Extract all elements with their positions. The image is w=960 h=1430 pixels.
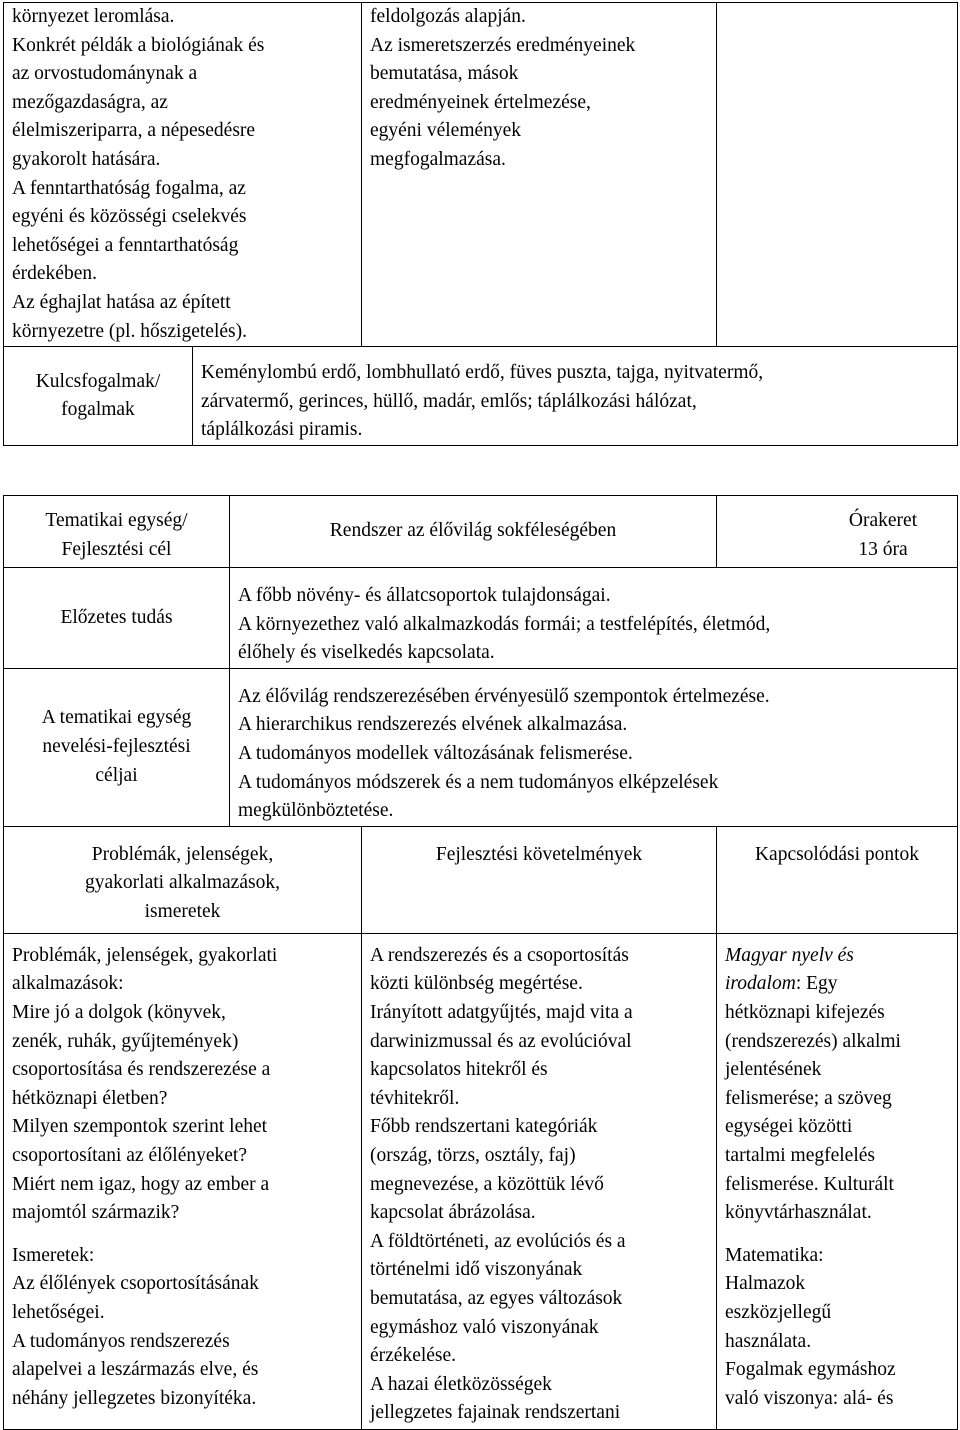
requirements-cell	[362, 933, 717, 1429]
text-line: lehetőségei.	[12, 1301, 105, 1323]
text-line: egyéni vélemények	[370, 120, 522, 142]
text-line: eredményeinek értelmezése,	[370, 91, 591, 113]
unit-title: Rendszer az élővilág sokféleségében	[230, 496, 717, 568]
text-line: könyvtárhasználat.	[725, 1202, 872, 1224]
text-line: néhány jellegzetes bizonyítéka.	[12, 1387, 257, 1409]
text-line: Irányított adatgyűjtés, majd vita a	[370, 1001, 633, 1023]
text-line: Mire jó a dolgok (könyvek,	[12, 1001, 226, 1023]
math-label: Matematika:	[725, 1244, 824, 1266]
text-line: egyéni és közösségi cselekvés	[12, 206, 247, 228]
text-line: kapcsolatos hitekről és	[370, 1059, 548, 1081]
text-line: való viszonya: alá- és	[725, 1387, 894, 1409]
text-line: hétköznapi életben?	[12, 1087, 168, 1109]
text-line: táplálkozási piramis.	[201, 419, 363, 441]
text-line: tartalmi megfelelés	[725, 1144, 875, 1166]
hours-value: 13 óra	[858, 538, 908, 560]
text-line: A tudományos módszerek és a nem tudományos elképzelések	[238, 771, 719, 793]
text-line: felismerése. Kulturált	[725, 1173, 894, 1195]
hours-cell	[717, 496, 958, 568]
text-line: A hazai életközösségek	[370, 1373, 552, 1395]
text-line: tévhitekről.	[370, 1087, 460, 1109]
text-line: Keménylombú erdő, lombhullató erdő, füves puszta, tajga, nyitvatermő,	[201, 362, 764, 384]
connections-cell	[717, 933, 958, 1429]
text-line: Miért nem igaz, hogy az ember a	[12, 1173, 270, 1195]
text-line: Fogalmak egymáshoz	[725, 1359, 896, 1381]
text-line: Főbb rendszertani kategóriák	[370, 1116, 598, 1138]
text-line: irodalom: Egy	[725, 973, 838, 995]
text-line: Milyen szempontok szerint lehet	[12, 1116, 268, 1138]
text-line: hétköznapi kifejezés	[725, 1001, 885, 1023]
text-line: Az ismeretszerzés eredményeinek	[370, 34, 636, 56]
text-line: majomtól származik?	[12, 1202, 180, 1224]
key-concepts-label: Kulcsfogalmak/ fogalmak	[4, 347, 193, 446]
text-line: A környezethez való alkalmazkodás formái; a testfelépítés, életmód,	[238, 613, 771, 635]
text-line: egységei közötti	[725, 1116, 853, 1138]
text-line: A rendszerezés és a csoportosítás	[370, 944, 629, 966]
text-line: bemutatása, mások	[370, 63, 519, 85]
text-line: alkalmazások:	[12, 973, 124, 995]
goals-label: A tematikai egység nevelési-fejlesztési céljai	[4, 668, 230, 826]
unit-table	[3, 495, 958, 1430]
text-line: darwinizmussal és az evolúcióval	[370, 1030, 632, 1052]
text-line: Az éghajlat hatása az épített	[12, 291, 231, 313]
text-line: gyakorolt hatására.	[12, 148, 161, 170]
prior-knowledge-label: Előzetes tudás	[4, 568, 230, 669]
text-line: Halmazok	[725, 1273, 806, 1295]
text-line: lehetőségei a fenntarthatóság	[12, 234, 239, 256]
text-line: élőhely és viselkedés kapcsolata.	[238, 642, 495, 664]
problems-cell	[4, 933, 362, 1429]
text-line: Az élőlények csoportosításának	[12, 1273, 259, 1295]
processing-cell	[362, 3, 717, 347]
empty-cell	[717, 3, 958, 347]
text-line: csoportosítani az élőlényeket?	[12, 1144, 247, 1166]
text-line: (rendszerezés) alkalmi	[725, 1030, 901, 1052]
sustainability-cell	[4, 3, 362, 347]
text-line: feldolgozás alapján.	[370, 6, 526, 27]
text-line: megnevezése, a közöttük lévő	[370, 1173, 604, 1195]
text-line: kapcsolat ábrázolása.	[370, 1202, 536, 1224]
text-line: bemutatása, az egyes változások	[370, 1287, 623, 1309]
text-line: az orvostudománynak a	[12, 63, 198, 85]
goals-text	[230, 668, 958, 826]
text-line: eszközjellegű	[725, 1301, 832, 1323]
text-line: környezetre (pl. hőszigetelés).	[12, 320, 247, 342]
text-line: érzékelése.	[370, 1345, 457, 1367]
text-line: jellegzetes fajainak rendszertani	[370, 1402, 621, 1424]
text-line: alapelvei a leszármazás elve, és	[12, 1359, 259, 1381]
text-line: Konkrét példák a biológiának és	[12, 34, 265, 56]
text-line: A tudományos modellek változásának felismerése.	[238, 742, 633, 764]
text-line: csoportosítása és rendszerezése a	[12, 1059, 271, 1081]
text-line: környezet leromlása.	[12, 6, 175, 27]
text-line: A földtörténeti, az evolúciós és a	[370, 1230, 626, 1252]
unit-label: Tematikai egység/ Fejlesztési cél	[4, 496, 230, 568]
text-line: (ország, törzs, osztály, faj)	[370, 1144, 576, 1166]
hours-label: Órakeret	[848, 510, 918, 531]
text-line: egymáshoz való viszonyának	[370, 1316, 599, 1338]
text-line: A főbb növény- és állatcsoportok tulajdonságai.	[238, 585, 611, 606]
text-line: A tudományos rendszerezés	[12, 1330, 230, 1352]
text-line: közti különbség megértése.	[370, 973, 583, 995]
key-concepts-text	[193, 347, 958, 446]
text-line: jelentésének	[725, 1059, 822, 1081]
text-line: érdekében.	[12, 263, 97, 285]
text-line: felismerése; a szöveg	[725, 1087, 892, 1109]
text-line: Az élővilág rendszerezésében érvényesülő szempontok értelmezése.	[238, 685, 770, 707]
col-header-problems: Problémák, jelenségek, gyakorlati alkalmazások, ismeretek	[4, 826, 362, 933]
top-table	[3, 2, 958, 446]
text-line: mezőgazdaságra, az	[12, 91, 168, 113]
text-line: megfogalmazása.	[370, 148, 506, 170]
text-line: Problémák, jelenségek, gyakorlati	[12, 944, 278, 966]
knowledge-label: Ismeretek:	[12, 1244, 95, 1266]
prior-knowledge-text	[230, 568, 958, 669]
text-line: használata.	[725, 1330, 812, 1352]
text-line: élelmiszeriparra, a népesedésre	[12, 120, 256, 142]
col-header-requirements: Fejlesztési követelmények	[362, 826, 717, 933]
text-line: megkülönböztetése.	[238, 800, 394, 822]
text-line: zenék, ruhák, gyűjtemények)	[12, 1030, 239, 1052]
text-line: A fenntarthatóság fogalma, az	[12, 177, 246, 199]
text-line: zárvatermő, gerinces, hüllő, madár, emlős; táplálkozási hálózat,	[201, 390, 697, 412]
text-line: történelmi idő viszonyának	[370, 1259, 583, 1281]
text-line: Magyar nyelv és	[725, 944, 854, 966]
text-line: A hierarchikus rendszerezés elvének alkalmazása.	[238, 714, 628, 736]
col-header-connections: Kapcsolódási pontok	[717, 826, 958, 933]
